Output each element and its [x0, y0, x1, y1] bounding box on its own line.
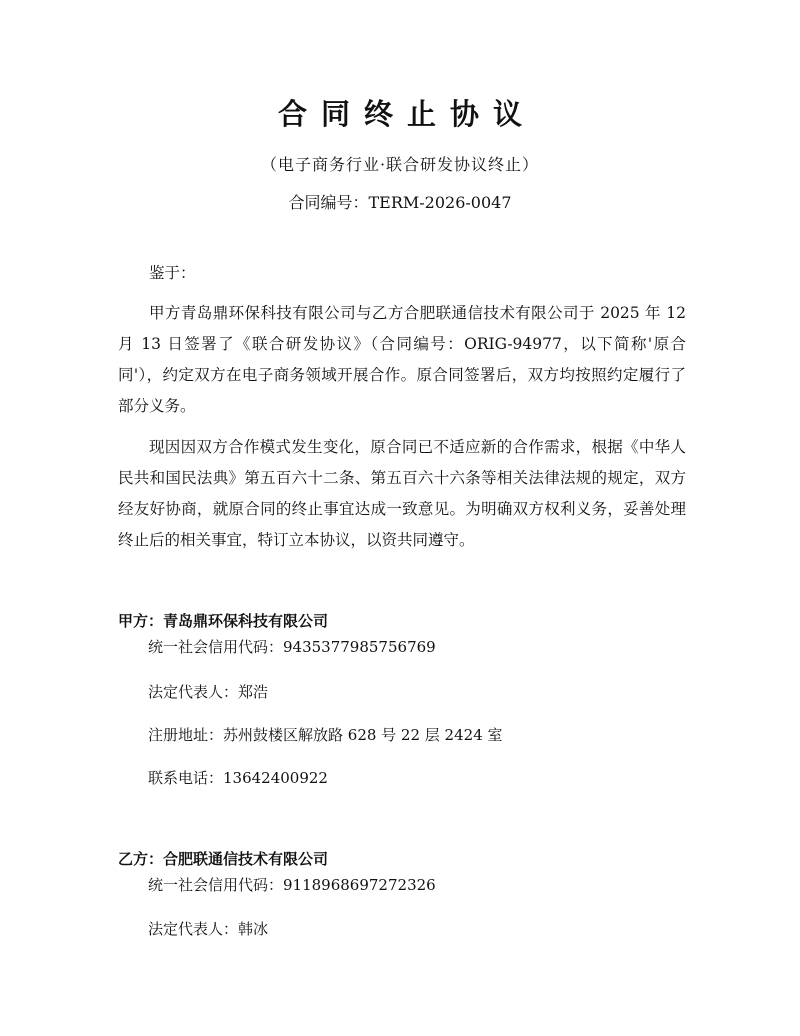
party-a-heading: 甲方：青岛鼎环保科技有限公司 [118, 612, 329, 630]
contract-number: 合同编号：TERM-2026-0047 [288, 193, 512, 212]
party-b-heading: 乙方：合肥联通信技术有限公司 [118, 850, 329, 868]
party-a-legal-rep: 法定代表人：郑浩 [148, 683, 269, 701]
party-a-credit-code: 统一社会信用代码：9435377985756769 [148, 638, 436, 656]
recital-text-2: 现因因双方合作模式发生变化，原合同已不适应新的合作需求，根据《中华人民共和国民法典》第五百六十二条、第五百六十六条等相关法律法规的规定，双方经友好协商，就原合同的终止事宜达成一致意见。为明确双方权利义务，妥善处理终止后的相关事宜，特订立本协议，以资共同遵守。 [118, 438, 686, 549]
party-a-address: 注册地址：苏州鼓楼区解放路 628 号 22 层 2424 室 [148, 726, 503, 744]
party-b-legal-rep: 法定代表人：韩冰 [148, 920, 269, 938]
whereas-label: 鉴于： [149, 264, 196, 282]
party-a-phone: 联系电话：13642400922 [148, 769, 328, 787]
recital-paragraph-2 [118, 432, 686, 556]
whereas-block [118, 258, 686, 289]
document-title: 合同终止协议 [277, 97, 536, 131]
recital-text-1: 甲方青岛鼎环保科技有限公司与乙方合肥联通信技术有限公司于 2025 年 12 月 13 日签署了《联合研发协议》（合同编号：ORIG-94977，以下简称'原合同'），约定双方在电子商务领域开展合作。原合同签署后，双方均按照约定履行了部分义务。 [118, 304, 686, 415]
recital-paragraph-1 [118, 298, 686, 422]
document-subtitle: （电子商务行业·联合研发协议终止） [260, 155, 540, 174]
party-b-credit-code: 统一社会信用代码：9118968697272326 [148, 876, 436, 894]
